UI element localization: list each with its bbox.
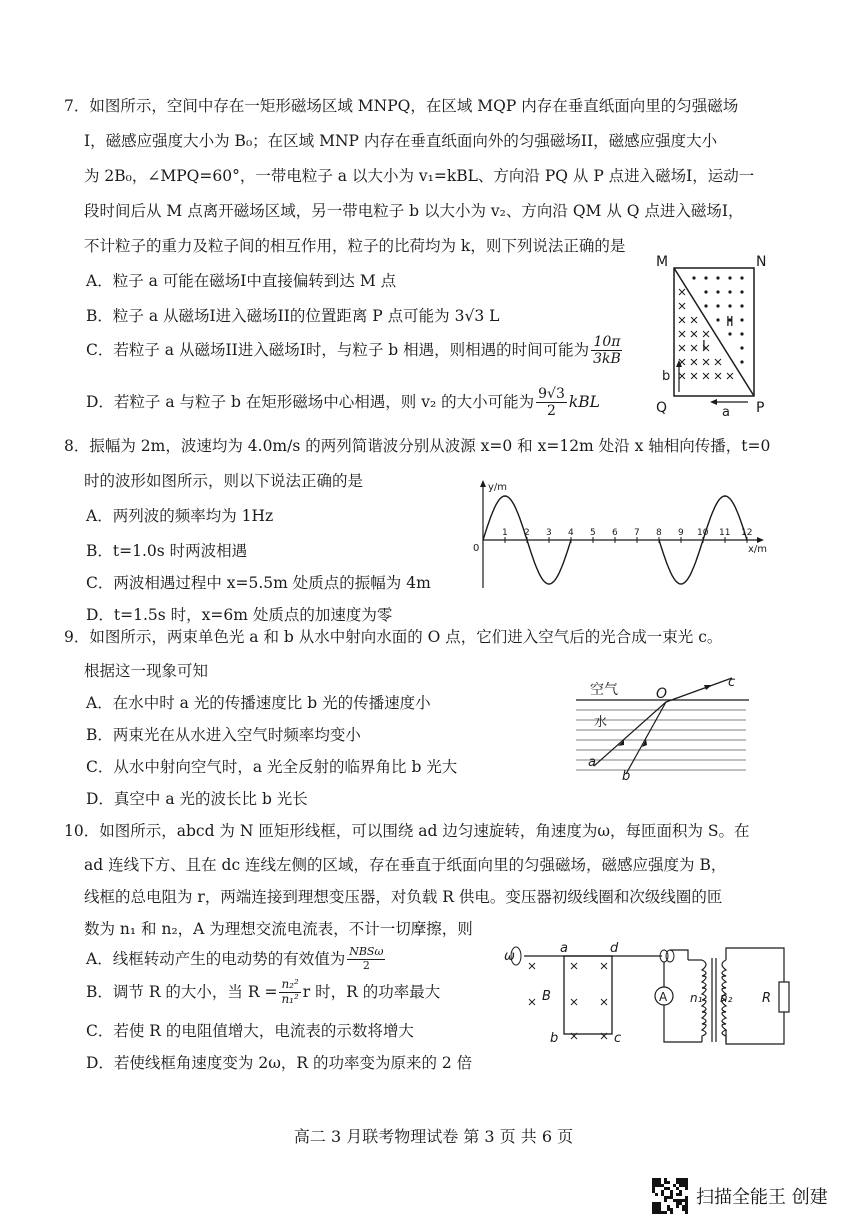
q9-label-water: 水 bbox=[594, 715, 608, 730]
q7-option-c-denominator: 3kB bbox=[593, 351, 621, 368]
q8-option-b: B．t=1.0s 时两波相遇 bbox=[86, 542, 248, 560]
q7-option-c-text: C．若粒子 a 从磁场II进入磁场I时，与粒子 b 相遇，则相遇的时间可能为 bbox=[86, 341, 590, 360]
q7-label-p: P bbox=[756, 400, 765, 416]
field-out-dot bbox=[728, 290, 731, 293]
page-footer: 高二 3 月联考物理试卷 第 3 页 共 6 页 bbox=[293, 1127, 574, 1146]
field-in-cross bbox=[529, 999, 535, 1005]
q9-ray-a bbox=[594, 702, 666, 766]
q9-option-a: A．在水中时 a 光的传播速度比 b 光的传播速度小 bbox=[86, 694, 431, 712]
q8-stem-line1: 8．振幅为 2m，波速均为 4.0m/s 的两列简谐波分别从波源 x=0 和 x=12m 处沿 x 轴相向传播，t=0 bbox=[64, 437, 771, 455]
field-out-dot bbox=[728, 332, 731, 335]
field-in-cross bbox=[691, 345, 697, 351]
qr-code-icon bbox=[652, 1178, 688, 1214]
field-in-cross bbox=[601, 963, 607, 969]
wave-x-tick-label: 2 bbox=[524, 528, 530, 538]
field-in-cross bbox=[529, 963, 535, 969]
q10-stem-line2: ad 连线下方、且在 dc 连线左侧的区域，存在垂直于纸面向里的匀强磁场，磁感应强度为 B， bbox=[84, 856, 727, 874]
field-out-dot bbox=[692, 276, 695, 279]
q10-resistor bbox=[779, 982, 789, 1012]
wave-y-axis-arrow bbox=[480, 480, 486, 487]
q10-label-b: b bbox=[550, 1031, 559, 1046]
field-in-cross bbox=[691, 317, 697, 323]
q10-option-b-tail: r 时，R 的功率最大 bbox=[302, 983, 441, 1001]
q7-velocity-a-arrowhead bbox=[710, 399, 717, 405]
q10-option-b-text: B．调节 R 的大小，当 R = bbox=[86, 983, 278, 1001]
q7-label-a: a bbox=[722, 405, 730, 420]
q7-label-b: b bbox=[662, 369, 671, 384]
q7-option-d-text: D．若粒子 a 与粒子 b 在矩形磁场中心相遇，则 v₂ 的大小可能为 bbox=[86, 393, 535, 412]
q10-option-b-denominator: n₁² bbox=[281, 991, 299, 1006]
field-out-dot bbox=[740, 346, 743, 349]
q10-stem-line1: 10．如图所示，abcd 为 N 匝矩形线框，可以围绕 ad 边匀速旋转，角速度为ω，每匝面积为 S。在 bbox=[64, 822, 750, 840]
q7-label-region-ii: II bbox=[726, 315, 734, 330]
q7-option-c-fraction bbox=[591, 334, 623, 367]
wave-x-tick-label: 9 bbox=[678, 528, 684, 538]
wave-origin-label: 0 bbox=[473, 543, 480, 554]
q8-stem-line2: 时的波形如图所示，则以下说法正确的是 bbox=[84, 472, 364, 490]
field-out-dot bbox=[728, 276, 731, 279]
q7-option-b-value: 3√3 L bbox=[454, 307, 500, 325]
q10-label-ammeter: A bbox=[659, 990, 668, 1004]
wave-x-tick-label: 6 bbox=[612, 528, 618, 538]
q10-option-c: C．若使 R 的电阻值增大，电流表的示数将增大 bbox=[86, 1022, 414, 1040]
q9-ray-a-arrow bbox=[618, 740, 624, 746]
field-in-cross bbox=[679, 303, 685, 309]
wave-x-tick-label: 10 bbox=[697, 528, 709, 538]
q7-stem-line3: 为 2B₀，∠MPQ=60°，一带电粒子 a 以大小为 v₁=kBL、方向沿 PQ 从 P 点进入磁场I，运动一 bbox=[84, 167, 755, 185]
q8-option-c: C．两波相遇过程中 x=5.5m 处质点的振幅为 4m bbox=[86, 574, 431, 592]
q7-option-c-numerator: 10π bbox=[593, 334, 621, 350]
q9-label-b: b bbox=[622, 769, 631, 784]
q10-option-a-numerator: NBSω bbox=[349, 945, 384, 958]
wave-x-tick-label: 8 bbox=[656, 528, 662, 538]
q9-label-a: a bbox=[588, 755, 596, 770]
q7-magnetic-field-figure bbox=[648, 252, 778, 420]
field-in-cross bbox=[679, 317, 685, 323]
q7-label-n: N bbox=[756, 254, 767, 270]
watermark-text: 扫描全能王 创建 bbox=[696, 1187, 828, 1208]
field-in-cross bbox=[703, 373, 709, 379]
q7-option-d-denominator: 2 bbox=[547, 403, 556, 420]
q10-option-b-numerator: n₂² bbox=[281, 977, 299, 991]
q9-ray-c-arrow bbox=[704, 685, 712, 690]
q10-label-d: d bbox=[610, 941, 619, 956]
q7-option-a: A．粒子 a 可能在磁场I中直接偏转到达 M 点 bbox=[86, 272, 397, 290]
q10-label-field-b: B bbox=[542, 989, 551, 1004]
field-in-cross bbox=[571, 963, 577, 969]
q10-option-a-denominator: 2 bbox=[362, 958, 370, 972]
q9-refraction-figure bbox=[574, 670, 754, 785]
q7-label-m: M bbox=[656, 254, 669, 270]
field-out-dot bbox=[716, 318, 719, 321]
field-in-cross bbox=[691, 331, 697, 337]
field-in-cross bbox=[679, 331, 685, 337]
field-out-dot bbox=[716, 276, 719, 279]
field-in-cross bbox=[571, 999, 577, 1005]
wave-x-tick-label: 7 bbox=[634, 528, 640, 538]
q10-label-n2: n₂ bbox=[720, 991, 733, 1005]
wave-x-tick-label: 4 bbox=[568, 528, 574, 538]
q7-option-d bbox=[86, 386, 600, 419]
q7-stem-line2: I，磁感应强度大小为 B₀；在区域 MNP 内存在垂直纸面向外的匀强磁场II，磁感应强度大小 bbox=[84, 132, 718, 150]
wave-x-tick-label: 3 bbox=[546, 528, 552, 538]
q7-stem-line1: 7．如图所示，空间中存在一矩形磁场区域 MNPQ，在区域 MQP 内存在垂直纸面向里的匀强磁场 bbox=[64, 97, 739, 115]
q8-wave-chart bbox=[468, 478, 773, 593]
q7-stem-line4: 段时间后从 M 点离开磁场区域，另一带电粒子 b 以大小为 v₂、方向沿 QM 从 Q 点进入磁场I， bbox=[84, 202, 744, 220]
field-in-cross bbox=[601, 999, 607, 1005]
field-out-dot bbox=[740, 360, 743, 363]
q7-option-d-fraction bbox=[536, 386, 567, 419]
q10-primary-coil bbox=[702, 960, 706, 1042]
field-out-dot bbox=[740, 304, 743, 307]
q10-option-b bbox=[86, 978, 440, 1007]
q10-stem-line3: 线框的总电阻为 r，两端连接到理想变压器，对负载 R 供电。变压器初级线圈和次级线圈的匝 bbox=[84, 888, 723, 906]
q10-circuit-figure bbox=[502, 938, 802, 1058]
q8-option-d: D．t=1.5s 时，x=6m 处质点的加速度为零 bbox=[86, 606, 393, 624]
q9-option-d: D．真空中 a 光的波长比 b 光长 bbox=[86, 790, 308, 808]
field-out-dot bbox=[728, 304, 731, 307]
wave-y-label: y/m bbox=[488, 482, 508, 493]
wave-x-axis-arrow bbox=[757, 537, 764, 543]
q7-label-region-i: I bbox=[702, 339, 706, 354]
scanner-watermark bbox=[652, 1178, 828, 1214]
field-out-dot bbox=[740, 290, 743, 293]
field-in-cross bbox=[679, 289, 685, 295]
q10-label-r: R bbox=[762, 991, 772, 1006]
q9-label-c: c bbox=[728, 675, 736, 690]
q10-label-n1: n₁ bbox=[690, 991, 703, 1005]
field-out-dot bbox=[740, 318, 743, 321]
q9-ray-c bbox=[666, 678, 732, 702]
q10-label-omega: ω bbox=[504, 949, 515, 964]
field-in-cross bbox=[679, 345, 685, 351]
q10-option-a bbox=[86, 946, 387, 972]
q10-stem-line4: 数为 n₁ 和 n₂，A 为理想交流电流表，不计一切摩擦，则 bbox=[84, 920, 473, 938]
field-in-cross bbox=[715, 373, 721, 379]
q7-option-b bbox=[86, 307, 499, 326]
field-in-cross bbox=[691, 359, 697, 365]
field-out-dot bbox=[740, 276, 743, 279]
q7-stem-line5: 不计粒子的重力及粒子间的相互作用，粒子的比荷均为 k，则下列说法正确的是 bbox=[84, 237, 626, 255]
field-out-dot bbox=[716, 304, 719, 307]
q7-option-b-text: B．粒子 a 从磁场I进入磁场II的位置距离 P 点可能为 bbox=[86, 307, 450, 325]
q9-label-air: 空气 bbox=[590, 682, 618, 698]
q9-stem-line1: 9．如图所示，两束单色光 a 和 b 从水中射向水面的 O 点，它们进入空气后的光合成一束光 c。 bbox=[64, 628, 723, 646]
field-in-cross bbox=[679, 373, 685, 379]
field-in-cross bbox=[703, 331, 709, 337]
q7-option-c bbox=[86, 334, 625, 367]
q10-option-a-text: A．线框转动产生的电动势的有效值为 bbox=[86, 949, 346, 968]
wave-x-label: x/m bbox=[748, 544, 768, 555]
q7-label-q: Q bbox=[656, 400, 668, 416]
q10-option-a-fraction bbox=[347, 946, 385, 972]
field-out-dot bbox=[704, 290, 707, 293]
wave-x-tick-label: 5 bbox=[590, 528, 596, 538]
q9-option-c: C．从水中射向空气时，a 光全反射的临界角比 b 光大 bbox=[86, 758, 458, 776]
q10-slip-ring-2 bbox=[666, 950, 674, 962]
q10-label-a: a bbox=[560, 941, 568, 956]
wave-x-tick-label: 1 bbox=[502, 528, 508, 538]
q7-option-d-numerator: 9√3 bbox=[538, 386, 565, 402]
q7-option-d-unit: kBL bbox=[568, 393, 600, 412]
field-out-dot bbox=[740, 332, 743, 335]
field-out-dot bbox=[704, 304, 707, 307]
field-out-dot bbox=[704, 276, 707, 279]
q10-label-c: c bbox=[614, 1031, 622, 1046]
q9-label-o: O bbox=[656, 686, 668, 702]
field-in-cross bbox=[703, 359, 709, 365]
wave-x-tick-label: 12 bbox=[741, 528, 753, 538]
wave-x-tick-label: 11 bbox=[719, 528, 731, 538]
field-in-cross bbox=[691, 373, 697, 379]
q10-option-b-fraction bbox=[279, 978, 300, 1007]
field-in-cross bbox=[727, 373, 733, 379]
q9-ray-b bbox=[626, 702, 666, 774]
q10-option-d: D．若使线框角速度变为 2ω，R 的功率变为原来的 2 倍 bbox=[86, 1054, 473, 1072]
q8-option-a: A．两列波的频率均为 1Hz bbox=[86, 507, 274, 525]
q9-option-b: B．两束光在从水进入空气时频率均变小 bbox=[86, 726, 361, 744]
q9-stem-line2: 根据这一现象可知 bbox=[84, 662, 209, 680]
field-out-dot bbox=[716, 290, 719, 293]
field-in-cross bbox=[715, 359, 721, 365]
q10-coil-frame bbox=[564, 956, 612, 1034]
